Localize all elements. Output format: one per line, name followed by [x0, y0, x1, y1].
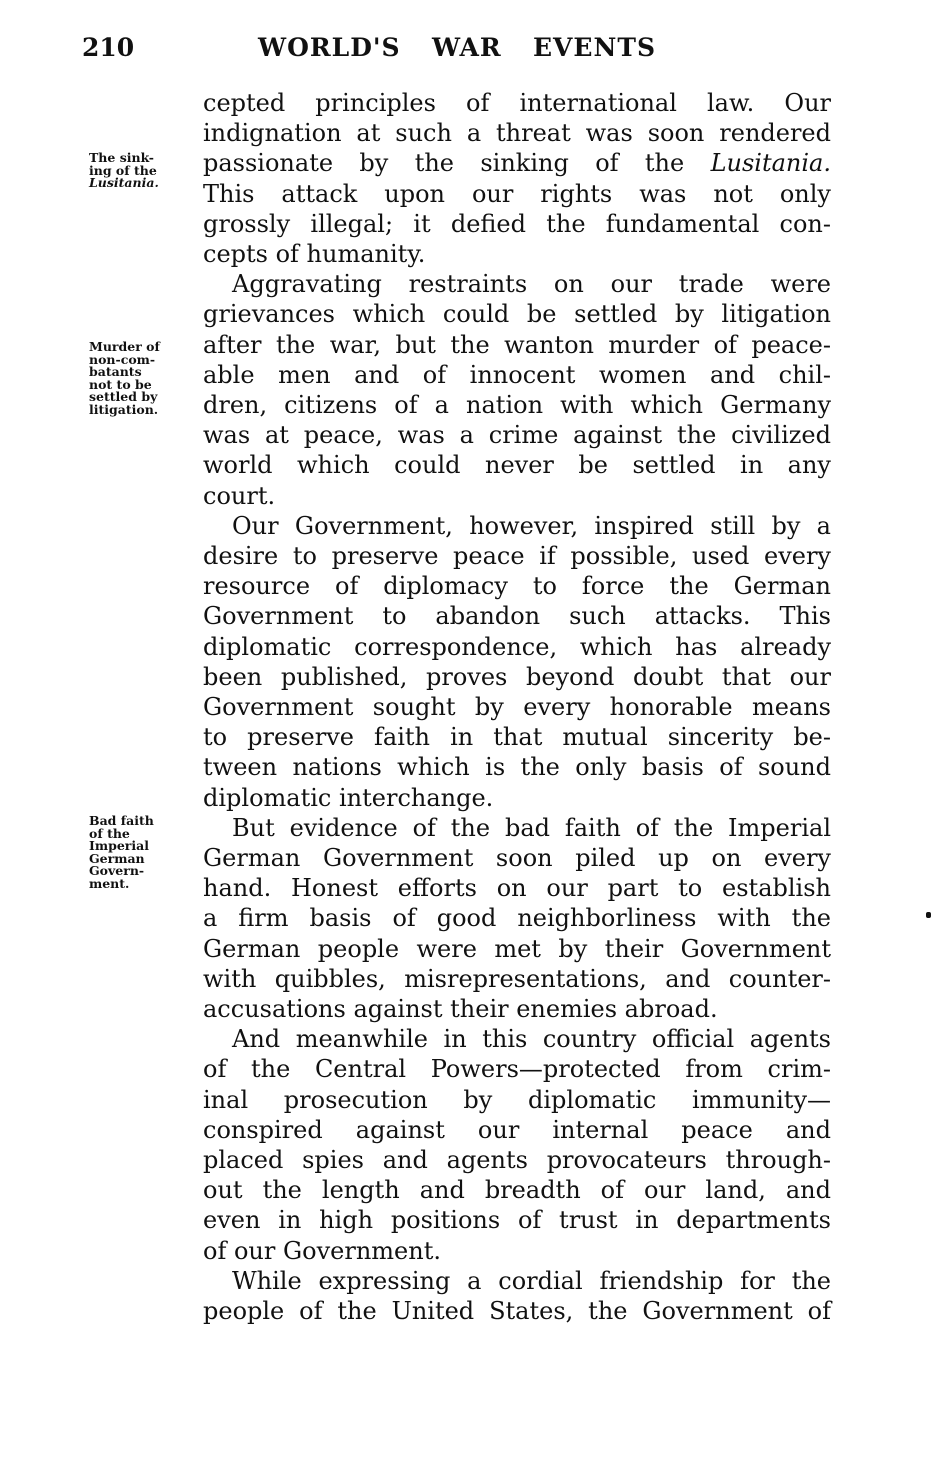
text-line — [203, 1175, 831, 1205]
text-line-content: placed spies and agents provocateurs through- — [203, 1146, 831, 1174]
margin-note-line: not to be — [89, 376, 152, 392]
text-line — [203, 420, 831, 450]
text-line-content: German people were met by their Government — [203, 934, 831, 963]
text-line-content: tween nations which is the only basis of sound — [203, 753, 831, 782]
text-line-content: people of the United States, the Government of — [203, 1297, 831, 1325]
margin-note-line: litigation. — [89, 401, 159, 417]
margin-note-line: Imperial — [89, 838, 149, 853]
margin-note-line: batants — [89, 364, 142, 379]
text-line-content: inal prosecution by diplomatic immunity— — [203, 1085, 831, 1114]
text-line — [203, 903, 831, 933]
text-line — [203, 1296, 831, 1326]
text-line — [203, 148, 831, 178]
text-line-content: Aggravating restraints on our trade were — [232, 270, 831, 299]
margin-note-line: non-com- — [89, 351, 156, 367]
text-line — [203, 722, 831, 752]
stray-mark — [926, 912, 931, 918]
text-line-content: desire to preserve peace if possible, used every — [203, 542, 831, 570]
text-line — [203, 179, 831, 209]
text-line-content: dren, citizens of a nation with which Germany — [203, 391, 831, 419]
text-line — [203, 873, 831, 903]
text-line-content: after the war, but the wanton murder of peace- — [203, 330, 831, 359]
text-line-content: diplomatic correspondence, which has already — [203, 632, 831, 661]
text-line-content: to preserve faith in that mutual sincerity be- — [203, 723, 831, 752]
text-line-content: was at peace, was a crime against the civilized — [203, 421, 831, 450]
text-line-content: Our Government, however, inspired still by a — [232, 511, 831, 540]
text-line-content: indignation at such a threat was soon rendered — [203, 119, 831, 148]
text-line — [203, 964, 831, 994]
text-line-content: resource of diplomacy to force the German — [203, 572, 831, 601]
page-number: 210 — [82, 33, 135, 62]
text-line — [232, 511, 831, 541]
margin-note-line: Bad faith — [89, 813, 154, 828]
text-line — [203, 752, 831, 782]
text-line-content: German Government soon piled up on every — [203, 844, 831, 872]
text-line-content: cepts of humanity. — [203, 240, 426, 268]
margin-note-line: Murder of — [89, 339, 160, 354]
text-line-content: out the length and breadth of our land, and — [203, 1176, 831, 1205]
text-line — [203, 934, 831, 964]
text-line-content: grievances which could be settled by litigation — [203, 300, 831, 329]
margin-note-line: The sink- — [89, 150, 154, 165]
text-line — [203, 601, 831, 631]
text-line-content: This attack upon our rights was not only — [203, 179, 831, 208]
text-line-content: grossly illegal; it defied the fundamental con- — [203, 209, 831, 238]
text-line-content: of the Central Powers—protected from crim- — [203, 1055, 831, 1084]
italic-title: Lusitania. — [710, 149, 831, 178]
text-line — [203, 481, 831, 511]
text-line-content: diplomatic interchange. — [203, 783, 494, 812]
text-line-content: Government sought by every honorable means — [203, 693, 831, 721]
text-line-content: court. — [203, 481, 276, 510]
text-line — [203, 1236, 831, 1266]
text-line — [203, 360, 831, 390]
text-line-content: passionate by the sinking of the — [203, 149, 711, 178]
margin-note — [89, 815, 199, 890]
text-line — [203, 1205, 831, 1235]
text-line — [203, 994, 831, 1024]
text-line — [203, 662, 831, 692]
margin-note-line: of the — [89, 825, 130, 841]
text-line-content: even in high positions of trust in departments — [203, 1206, 831, 1235]
text-line — [203, 571, 831, 601]
text-line — [232, 1024, 831, 1054]
text-line — [232, 813, 831, 843]
text-line-content: cepted principles of international law. Our — [203, 89, 831, 117]
running-title: WORLD'S WAR EVENTS — [258, 33, 656, 62]
text-line-content: While expressing a cordial friendship for the — [232, 1266, 831, 1295]
text-line — [203, 239, 831, 269]
text-line — [203, 118, 831, 148]
text-line — [203, 843, 831, 873]
text-line-content: a firm basis of good neighborliness with the — [203, 904, 831, 933]
text-line-content: But evidence of the bad faith of the Imperial — [232, 813, 831, 842]
margin-note-line: settled by — [89, 389, 158, 404]
text-line-content: accusations against their enemies abroad. — [203, 995, 718, 1023]
text-line — [203, 450, 831, 480]
text-line-content: of our Government. — [203, 1236, 441, 1265]
text-line-content: hand. Honest efforts on our part to establish — [203, 874, 831, 903]
margin-note-line: Govern- — [89, 863, 145, 878]
text-line — [203, 390, 831, 420]
text-line — [232, 1266, 831, 1296]
text-line-content: world which could never be settled in any — [203, 451, 831, 480]
text-line-content: conspired against our internal peace and — [203, 1115, 831, 1144]
text-line — [203, 330, 831, 360]
text-line — [203, 209, 831, 239]
text-line-content: And meanwhile in this country official agents — [232, 1025, 831, 1054]
text-line — [203, 1054, 831, 1084]
text-line-content: with quibbles, misrepresentations, and counter- — [203, 964, 831, 993]
text-line — [203, 1085, 831, 1115]
margin-note — [89, 341, 199, 416]
text-line — [203, 88, 831, 118]
text-line — [203, 1115, 831, 1145]
text-line — [203, 783, 831, 813]
text-line — [203, 541, 831, 571]
text-line — [203, 692, 831, 722]
margin-note-line: ment. — [89, 875, 130, 891]
text-line — [203, 632, 831, 662]
margin-note-line: German — [89, 850, 145, 866]
text-line-content: been published, proves beyond doubt that our — [203, 662, 831, 691]
text-line — [203, 1145, 831, 1175]
text-line — [203, 299, 831, 329]
text-line-content: Government to abandon such attacks. This — [203, 602, 831, 631]
text-line-content: able men and of innocent women and chil- — [203, 360, 831, 389]
margin-note — [89, 152, 199, 190]
margin-note-line: ing of the — [89, 162, 157, 178]
text-line — [232, 269, 831, 299]
margin-note-line: Lusitania. — [89, 175, 159, 190]
